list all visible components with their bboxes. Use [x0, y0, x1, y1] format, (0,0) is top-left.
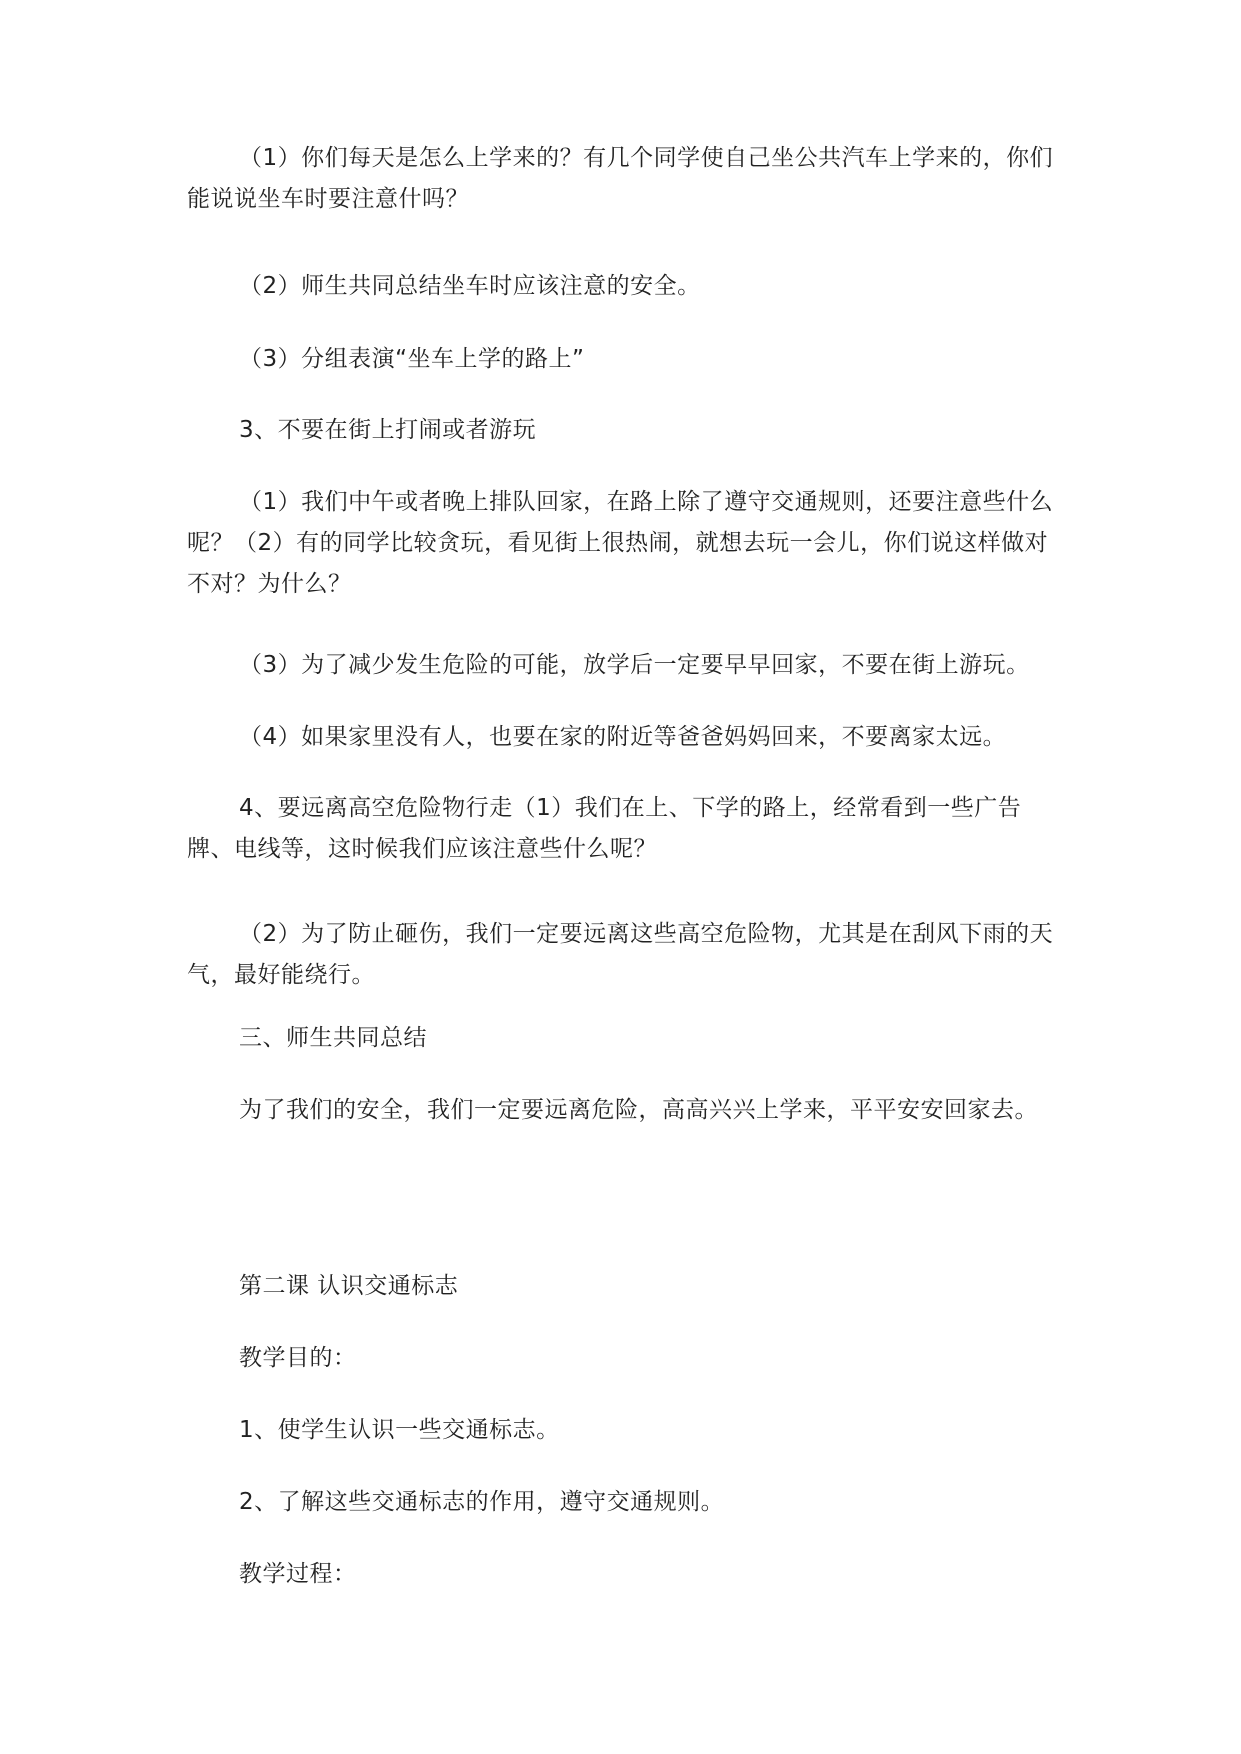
- section-heading-4: 4、要远离高空危险物行走（1）我们在上、下学的路上，经常看到一些广告牌、电线等，这时候我们应该注意些什么呢？: [187, 795, 1022, 862]
- paragraph-7: （2）为了防止砸伤，我们一定要远离这些高空危险物，尤其是在刮风下雨的天气，最好能绕行。: [187, 921, 1054, 988]
- teaching-goal-2: 2、了解这些交通标志的作用，遵守交通规则。: [239, 1489, 725, 1515]
- section-heading-3: 3、不要在街上打闹或者游玩: [239, 417, 537, 443]
- paragraph-3: （3）分组表演“坐车上学的路上”: [239, 346, 585, 372]
- teaching-process-heading: 教学过程：: [239, 1561, 357, 1587]
- paragraph-1: （1）你们每天是怎么上学来的？有几个同学使自己坐公共汽车上学来的，你们能说说坐车时要注意什吗？: [187, 145, 1054, 212]
- teaching-goal-heading: 教学目的：: [239, 1345, 357, 1371]
- lesson-title: 第二课 认识交通标志: [239, 1273, 459, 1299]
- paragraph-summary: 为了我们的安全，我们一定要远离危险，高高兴兴上学来，平平安安回家去。: [239, 1097, 1038, 1123]
- paragraph-4: （1）我们中午或者晚上排队回家，在路上除了遵守交通规则，还要注意些什么呢？（2）有的同学比较贪玩，看见街上很热闹，就想去玩一会儿，你们说这样做对不对？为什么？: [187, 489, 1054, 597]
- paragraph-6: （4）如果家里没有人，也要在家的附近等爸爸妈妈回来，不要离家太远。: [239, 724, 1007, 750]
- teaching-goal-1: 1、使学生认识一些交通标志。: [239, 1417, 560, 1443]
- section-heading-summary: 三、师生共同总结: [239, 1025, 427, 1051]
- paragraph-2: （2）师生共同总结坐车时应该注意的安全。: [239, 273, 701, 299]
- paragraph-5: （3）为了减少发生危险的可能，放学后一定要早早回家，不要在街上游玩。: [239, 652, 1030, 678]
